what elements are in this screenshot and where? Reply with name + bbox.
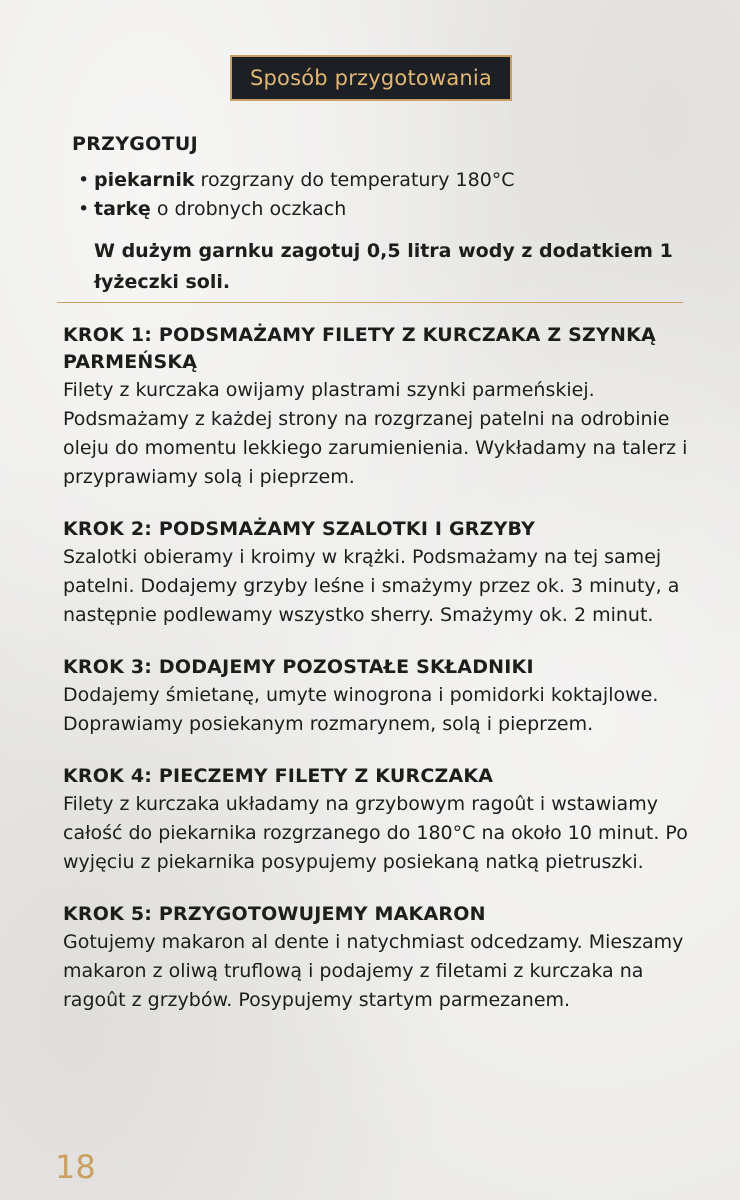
list-item bbox=[72, 166, 692, 195]
page-number: 18 bbox=[55, 1148, 96, 1186]
step-body: Szalotki obieramy i kroimy w krążki. Podsmażamy na tej samej patelni. Dodajemy grzyby leśne i smażymy przez ok. 3 minuty, a następnie podlewamy wszystko sherry. Smażymy ok. 2 minut. bbox=[63, 546, 680, 626]
step-title: KROK 1: PODSMAŻAMY FILETY Z KURCZAKA Z SZYNKĄ PARMEŃSKĄ bbox=[63, 324, 656, 373]
prepare-note: W dużym garnku zagotuj 0,5 litra wody z dodatkiem 1 łyżeczki soli. bbox=[94, 240, 673, 293]
list-item bbox=[72, 195, 692, 224]
step-2 bbox=[63, 516, 703, 630]
step-3 bbox=[63, 654, 703, 739]
step-title: KROK 4: PIECZEMY FILETY Z KURCZAKA bbox=[63, 765, 494, 787]
step-4 bbox=[63, 763, 703, 877]
step-1 bbox=[63, 322, 703, 492]
prepare-item-bold: tarkę bbox=[94, 198, 151, 220]
section-header-title: Sposób przygotowania bbox=[249, 66, 493, 90]
step-body: Filety z kurczaka układamy na grzybowym ragoût i wstawiamy całość do piekarnika rozgrzanego do 180°C na około 10 minut. Po wyjęciu z piekarnika posypujemy posiekaną natką pietruszki. bbox=[63, 793, 688, 873]
step-title: KROK 3: DODAJEMY POZOSTAŁE SKŁADNIKI bbox=[63, 656, 534, 678]
prepare-title: PRZYGOTUJ bbox=[72, 133, 198, 155]
prepare-item-text: o drobnych oczkach bbox=[150, 198, 347, 220]
prepare-section bbox=[72, 133, 692, 298]
divider bbox=[57, 302, 683, 303]
step-body: Filety z kurczaka owijamy plastrami szynki parmeńskiej. Podsmażamy z każdej strony na rozgrzanej patelni na odrobinie oleju do momentu lekkiego zarumienienia. Wykładamy na talerz i przyprawiamy solą i pieprzem. bbox=[63, 379, 688, 488]
step-title: KROK 2: PODSMAŻAMY SZALOTKI I GRZYBY bbox=[63, 518, 536, 540]
step-body: Gotujemy makaron al dente i natychmiast odcedzamy. Mieszamy makaron z oliwą truflową i podajemy z filetami z kurczaka na ragoût z grzybów. Posypujemy startym parmezanem. bbox=[63, 931, 684, 1011]
section-header bbox=[230, 55, 512, 101]
steps-section bbox=[63, 322, 703, 1039]
step-body: Dodajemy śmietanę, umyte winogrona i pomidorki koktajlowe. Doprawiamy posiekanym rozmarynem, solą i pieprzem. bbox=[63, 684, 659, 735]
prepare-list bbox=[72, 166, 692, 224]
prepare-item-bold: piekarnik bbox=[94, 169, 195, 191]
step-title: KROK 5: PRZYGOTOWUJEMY MAKARON bbox=[63, 903, 486, 925]
step-5 bbox=[63, 901, 703, 1015]
prepare-item-text: rozgrzany do temperatury 180°C bbox=[194, 169, 515, 191]
